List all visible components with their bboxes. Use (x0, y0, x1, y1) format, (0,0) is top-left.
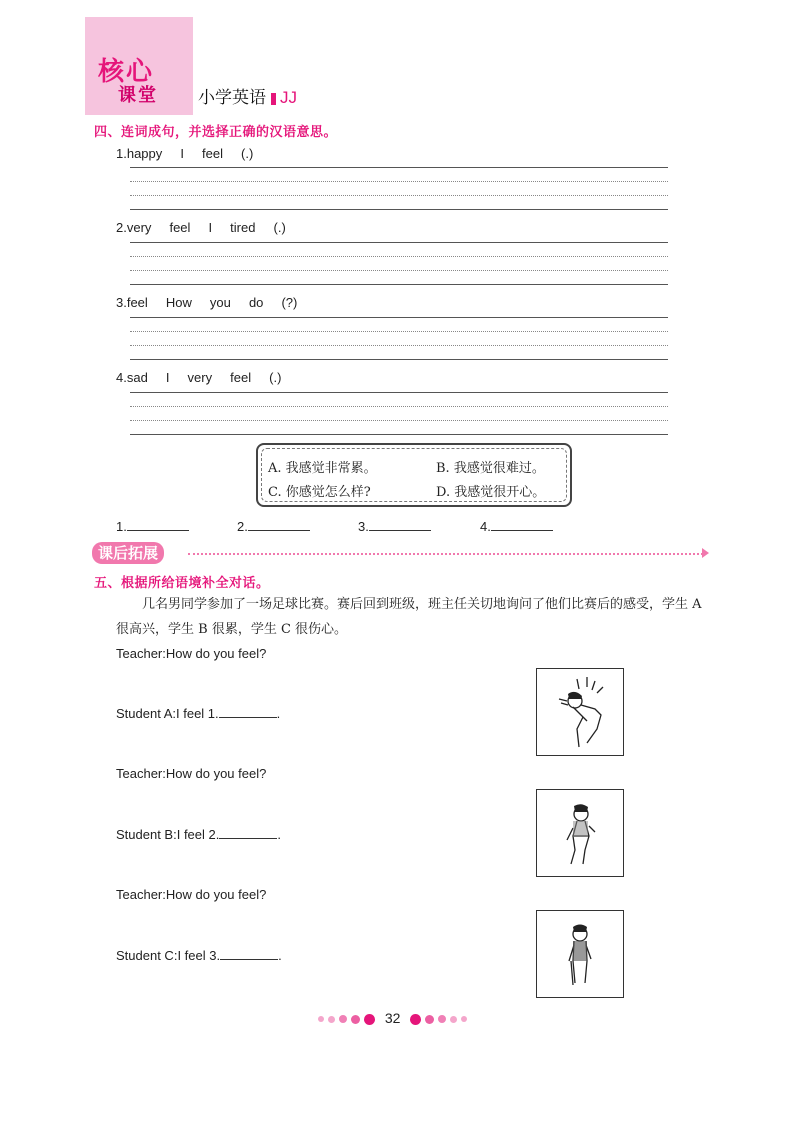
answer-blank[interactable] (219, 826, 277, 839)
speaker: Teacher: (116, 646, 166, 661)
page-number-footer (316, 1010, 469, 1026)
speaker: Teacher: (116, 766, 166, 781)
guide-line (130, 345, 668, 346)
context-paragraph: 几名男同学参加了一场足球比赛。赛后回到班级，班主任关切地询问了他们比赛后的感受，学生 A 很高兴，学生 B 很累，学生 C 很伤心。 (116, 597, 702, 637)
answer-blank[interactable] (248, 518, 310, 531)
answer-4[interactable] (480, 518, 553, 534)
logo-main-text: 核心 (98, 57, 155, 87)
answer-1[interactable] (116, 518, 189, 534)
dot-icon (318, 1016, 324, 1022)
question-1: 1.happy I feel (.) (116, 146, 254, 161)
dot-icon (339, 1015, 347, 1023)
utterance: How do you feel? (165, 766, 267, 781)
answer-line (130, 434, 668, 435)
dot-icon (364, 1014, 375, 1025)
answer-line (130, 359, 668, 360)
dot-icon (410, 1014, 421, 1025)
answer-blank[interactable] (127, 518, 189, 531)
answer-blank[interactable] (369, 518, 431, 531)
dot-icon (328, 1016, 335, 1023)
speaker: Teacher: (116, 887, 166, 902)
answer-line (130, 392, 668, 393)
utterance: How do you feel? (165, 646, 267, 661)
answer-line (130, 317, 668, 318)
dot-icon (461, 1016, 467, 1022)
banner-dotted-line (188, 553, 703, 555)
speaker: Student A: (116, 706, 176, 721)
dot-icon (438, 1015, 446, 1023)
answer-line (130, 284, 668, 285)
choice-a: A. 我感觉非常累。 (268, 461, 377, 476)
dot-icon (425, 1015, 434, 1024)
tired-boy-icon (536, 789, 624, 877)
question-2: 2.very feel I tired (.) (116, 220, 286, 235)
guide-line (130, 181, 668, 182)
dialog-line-5 (116, 887, 266, 902)
answer-number: 4. (480, 519, 491, 534)
dialog-line-3 (116, 766, 266, 781)
answer-number: 3. (358, 519, 369, 534)
answer-number: 2. (237, 519, 248, 534)
utterance: I feel 2. (176, 827, 220, 842)
guide-line (130, 406, 668, 407)
answer-number: 1. (116, 519, 127, 534)
dialog-line-6: Student C:I feel 3. . (116, 948, 282, 963)
utterance: I feel 3. (177, 948, 221, 963)
choice-b: B. 我感觉很难过。 (436, 461, 545, 476)
separator-bar (271, 93, 276, 105)
guide-line (130, 256, 668, 257)
dialog-line-4: Student B:I feel 2. . (116, 827, 281, 842)
question-3: 3.feel How you do (?) (116, 295, 298, 310)
choice-d: D. 我感觉很开心。 (436, 485, 546, 500)
subject-name: 小学英语 (198, 88, 266, 107)
answer-3[interactable] (358, 518, 431, 534)
guide-line (130, 270, 668, 271)
extension-banner: 课后拓展 (92, 542, 164, 564)
answer-blank[interactable] (219, 705, 277, 718)
answer-line (130, 242, 668, 243)
answer-blank[interactable] (220, 947, 278, 960)
answer-line (130, 167, 668, 168)
utterance: How do you feel? (165, 887, 267, 902)
dialog-line-2: Student A:I feel 1. . (116, 706, 281, 721)
page-number: 32 (384, 1010, 401, 1026)
dot-icon (450, 1016, 457, 1023)
section4-title: 四、连词成句，并选择正确的汉语意思。 (94, 124, 338, 139)
arrow-right-icon (702, 548, 709, 558)
logo (98, 57, 158, 108)
choices-box (256, 443, 572, 507)
speaker: Student C: (116, 948, 178, 963)
subject-label (198, 83, 297, 108)
dot-icon (351, 1015, 360, 1024)
logo-sub-text: 课堂 (118, 85, 158, 106)
utterance: I feel 1. (176, 706, 219, 721)
answer-blank[interactable] (491, 518, 553, 531)
guide-line (130, 331, 668, 332)
guide-line (130, 420, 668, 421)
edition-label: JJ (280, 88, 297, 107)
answer-2[interactable] (237, 518, 310, 534)
speaker: Student B: (116, 827, 177, 842)
dialog-line-1 (116, 646, 266, 661)
guide-line (130, 195, 668, 196)
choice-c: C. 你感觉怎么样? (268, 485, 371, 500)
section5-title: 五、根据所给语境补全对话。 (94, 575, 270, 590)
sad-boy-icon (536, 910, 624, 998)
happy-boy-icon (536, 668, 624, 756)
question-4: 4.sad I very feel (.) (116, 370, 282, 385)
answer-line (130, 209, 668, 210)
